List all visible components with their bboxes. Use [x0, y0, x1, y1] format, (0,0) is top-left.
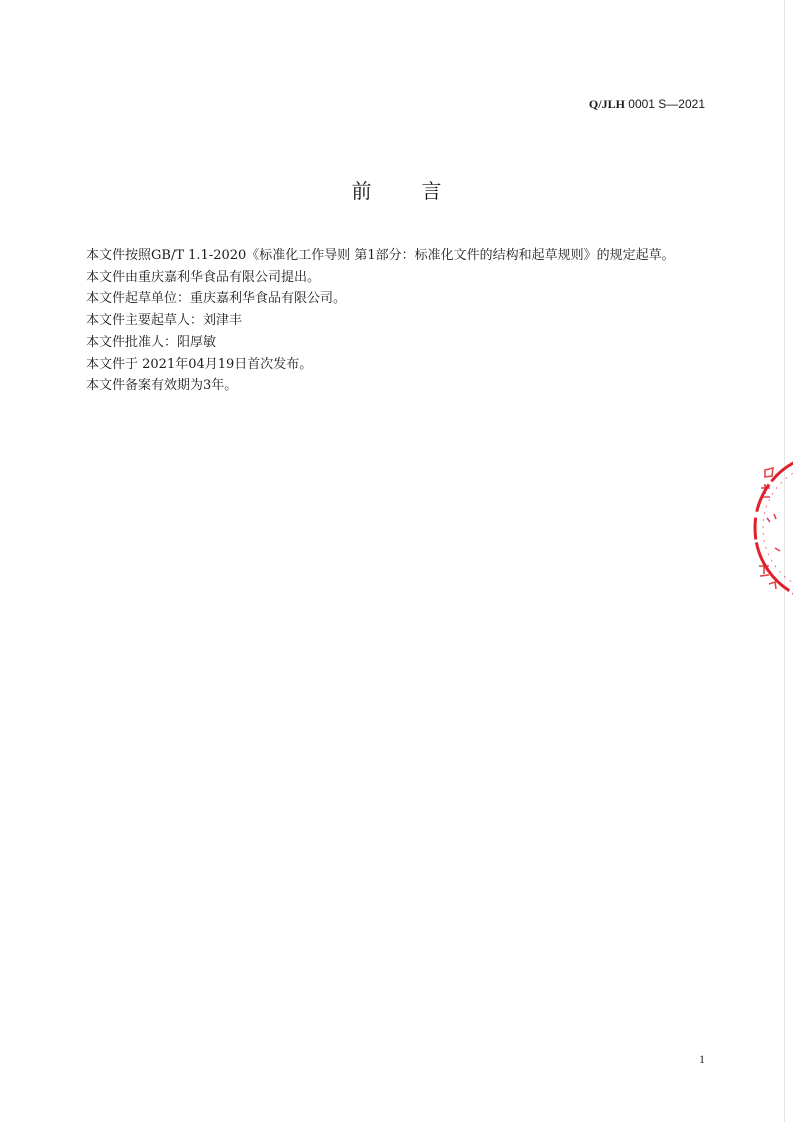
foreword-line-drafting-unit: 本文件起草单位：重庆嘉利华食品有限公司。 — [86, 291, 347, 307]
page-number: 1 — [699, 1052, 705, 1066]
official-seal-icon — [745, 448, 793, 608]
document-code-suffix: 0001 S—2021 — [628, 97, 705, 111]
document-code-prefix: Q/JLH — [588, 97, 625, 111]
document-code — [589, 97, 705, 112]
foreword-line-proposer: 本文件由重庆嘉利华食品有限公司提出。 — [86, 269, 321, 285]
page-title: 前言 — [351, 179, 492, 203]
foreword-line-approver: 本文件批准人：阳厚敏 — [86, 334, 217, 350]
foreword-line-validity: 本文件备案有效期为3年。 — [86, 378, 238, 394]
foreword-body — [86, 245, 726, 397]
foreword-line-drafting-basis: 本文件按照GB/T 1.1-2020《标准化工作导则 第1部分：标准化文件的结构和起草规则》的规定起草。 — [86, 248, 675, 263]
foreword-line-release-date: 本文件于 2021年04月19日首次发布。 — [86, 356, 313, 372]
foreword-line-main-drafter: 本文件主要起草人：刘津丰 — [86, 313, 243, 329]
